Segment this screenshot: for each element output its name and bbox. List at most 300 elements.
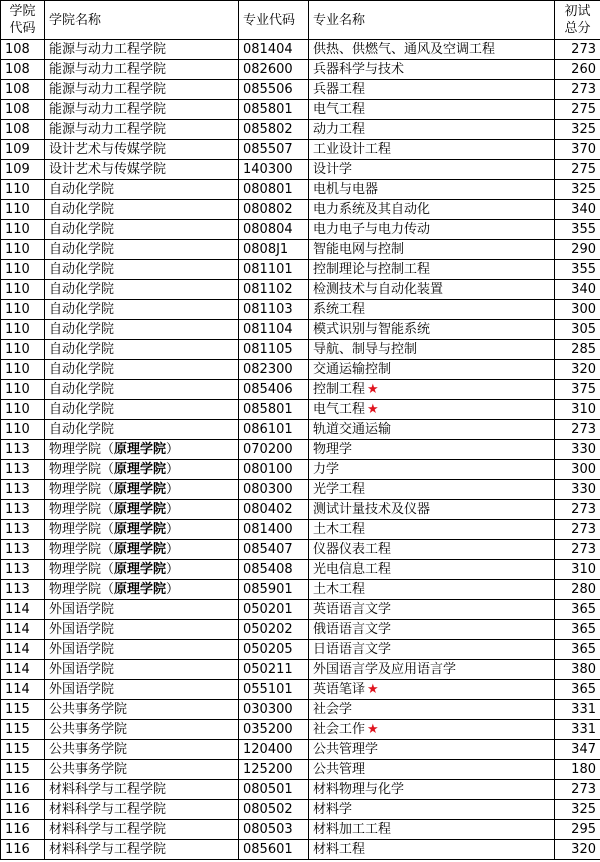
table-row (1, 700, 600, 720)
major-name-text: 仪器仪表工程 (313, 542, 392, 557)
college-name-text: 公共事务学院 (49, 702, 128, 717)
major-code-cell: 080801 (239, 180, 309, 200)
red-star-icon: ★ (367, 402, 379, 417)
table-row (1, 440, 600, 460)
college-name-bold-text: 原理学院 (114, 542, 167, 557)
college-name-cell (45, 480, 239, 500)
major-name-cell (309, 720, 555, 740)
score-cell: 273 (555, 540, 600, 560)
major-name-text: 模式识别与智能系统 (313, 322, 431, 337)
college-name-cell (45, 640, 239, 660)
score-cell: 325 (555, 120, 600, 140)
score-cell: 275 (555, 100, 600, 120)
score-cell: 273 (555, 500, 600, 520)
college-code-cell: 110 (1, 300, 45, 320)
table-row (1, 580, 600, 600)
score-cell: 273 (555, 520, 600, 540)
major-code-cell: 080501 (239, 780, 309, 800)
score-cell: 273 (555, 780, 600, 800)
college-name-cell (45, 300, 239, 320)
college-name-cell (45, 220, 239, 240)
score-cell: 365 (555, 640, 600, 660)
college-code-cell: 114 (1, 600, 45, 620)
college-name-end-text: ） (166, 442, 180, 457)
college-code-cell: 110 (1, 280, 45, 300)
major-code-cell: 085801 (239, 100, 309, 120)
table-row (1, 240, 600, 260)
major-name-text: 工业设计工程 (313, 142, 392, 157)
major-name-text: 材料加工工程 (313, 822, 392, 837)
table-row (1, 600, 600, 620)
table-row (1, 200, 600, 220)
major-name-cell (309, 140, 555, 160)
college-name-cell (45, 240, 239, 260)
college-name-cell (45, 140, 239, 160)
score-cell: 320 (555, 840, 600, 860)
major-code-cell: 081101 (239, 260, 309, 280)
major-code-cell: 081104 (239, 320, 309, 340)
table-row (1, 340, 600, 360)
major-name-text: 土木工程 (313, 582, 366, 597)
major-name-cell (309, 80, 555, 100)
college-name-text: 设计艺术与传媒学院 (49, 142, 167, 157)
table-row (1, 560, 600, 580)
college-name-end-text: ） (166, 522, 180, 537)
major-name-cell (309, 420, 555, 440)
college-name-text: 外国语学院 (49, 602, 115, 617)
major-name-text: 日语语言文学 (313, 642, 392, 657)
table-header-row (1, 1, 600, 40)
major-name-cell (309, 660, 555, 680)
score-cell: 300 (555, 460, 600, 480)
major-name-cell (309, 200, 555, 220)
major-code-cell: 082300 (239, 360, 309, 380)
major-code-cell: 080503 (239, 820, 309, 840)
table-row (1, 120, 600, 140)
college-name-text: 自动化学院 (49, 422, 115, 437)
college-name-text: 自动化学院 (49, 282, 115, 297)
major-name-cell (309, 580, 555, 600)
major-name-text: 电气工程 (313, 102, 366, 117)
college-name-text: 物理学院（ (49, 462, 115, 477)
score-cell: 273 (555, 80, 600, 100)
college-code-cell: 113 (1, 480, 45, 500)
major-name-text: 导航、制导与控制 (313, 342, 418, 357)
major-name-text: 物理学 (313, 442, 353, 457)
college-code-cell: 113 (1, 520, 45, 540)
college-code-cell: 116 (1, 840, 45, 860)
college-code-cell: 113 (1, 460, 45, 480)
score-cell: 310 (555, 560, 600, 580)
major-name-cell (309, 620, 555, 640)
college-name-text: 自动化学院 (49, 222, 115, 237)
college-code-cell: 108 (1, 40, 45, 60)
college-code-cell: 113 (1, 500, 45, 520)
college-name-cell (45, 500, 239, 520)
score-cell: 260 (555, 60, 600, 80)
college-code-cell: 113 (1, 560, 45, 580)
college-name-bold-text: 原理学院 (114, 442, 167, 457)
college-name-cell (45, 460, 239, 480)
red-star-icon: ★ (367, 382, 379, 397)
major-name-cell (309, 180, 555, 200)
score-cell: 365 (555, 680, 600, 700)
college-code-cell: 114 (1, 680, 45, 700)
major-name-text: 测试计量技术及仪器 (313, 502, 431, 517)
college-code-cell: 115 (1, 700, 45, 720)
major-name-cell (309, 340, 555, 360)
college-name-cell (45, 580, 239, 600)
college-name-cell (45, 280, 239, 300)
table-row (1, 280, 600, 300)
major-code-cell: 0808J1 (239, 240, 309, 260)
major-name-cell (309, 260, 555, 280)
college-name-text: 物理学院（ (49, 522, 115, 537)
college-code-cell: 110 (1, 220, 45, 240)
major-name-cell (309, 640, 555, 660)
college-name-cell (45, 680, 239, 700)
score-cell: 285 (555, 340, 600, 360)
college-name-cell (45, 400, 239, 420)
major-code-cell: 050202 (239, 620, 309, 640)
score-cell: 273 (555, 40, 600, 60)
major-code-cell: 050205 (239, 640, 309, 660)
college-code-cell: 116 (1, 780, 45, 800)
college-code-cell: 108 (1, 100, 45, 120)
major-name-text: 电力系统及其自动化 (313, 202, 431, 217)
major-name-text: 社会学 (313, 702, 353, 717)
table-row (1, 720, 600, 740)
major-name-text: 光学工程 (313, 482, 366, 497)
major-code-cell: 080402 (239, 500, 309, 520)
major-code-cell: 070200 (239, 440, 309, 460)
score-cell: 365 (555, 620, 600, 640)
college-name-text: 能源与动力工程学院 (49, 42, 167, 57)
college-name-bold-text: 原理学院 (114, 482, 167, 497)
college-code-cell: 115 (1, 740, 45, 760)
major-name-cell (309, 560, 555, 580)
header-college-code: 学院代码 (1, 1, 45, 40)
header-major-name: 专业名称 (309, 1, 555, 40)
college-name-cell (45, 260, 239, 280)
major-name-cell (309, 240, 555, 260)
college-name-text: 物理学院（ (49, 482, 115, 497)
college-code-cell: 108 (1, 120, 45, 140)
major-name-text: 智能电网与控制 (313, 242, 405, 257)
major-name-text: 英语语言文学 (313, 602, 392, 617)
table-row (1, 820, 600, 840)
header-score: 初试总分 (555, 1, 600, 40)
college-name-text: 物理学院（ (49, 562, 115, 577)
college-name-cell (45, 760, 239, 780)
score-cell: 375 (555, 380, 600, 400)
college-name-cell (45, 700, 239, 720)
college-name-text: 物理学院（ (49, 542, 115, 557)
table-row (1, 640, 600, 660)
major-name-cell (309, 280, 555, 300)
college-name-cell (45, 380, 239, 400)
table-row (1, 520, 600, 540)
major-name-text: 土木工程 (313, 522, 366, 537)
major-code-cell: 050211 (239, 660, 309, 680)
major-code-cell: 050201 (239, 600, 309, 620)
score-cell: 290 (555, 240, 600, 260)
college-name-cell (45, 720, 239, 740)
college-name-cell (45, 560, 239, 580)
college-name-bold-text: 原理学院 (114, 522, 167, 537)
college-name-end-text: ） (166, 502, 180, 517)
major-code-cell: 080300 (239, 480, 309, 500)
major-name-text: 检测技术与自动化装置 (313, 282, 444, 297)
major-name-cell (309, 360, 555, 380)
college-code-cell: 110 (1, 400, 45, 420)
college-name-end-text: ） (166, 462, 180, 477)
major-name-text: 兵器科学与技术 (313, 62, 405, 77)
major-name-cell (309, 700, 555, 720)
major-name-cell (309, 780, 555, 800)
college-name-cell (45, 360, 239, 380)
major-name-text: 材料工程 (313, 842, 366, 857)
major-code-cell: 035200 (239, 720, 309, 740)
college-name-text: 物理学院（ (49, 442, 115, 457)
major-code-cell: 081102 (239, 280, 309, 300)
major-name-text: 交通运输控制 (313, 362, 392, 377)
college-name-cell (45, 420, 239, 440)
college-name-text: 物理学院（ (49, 502, 115, 517)
college-name-cell (45, 620, 239, 640)
score-cell: 365 (555, 600, 600, 620)
major-name-cell (309, 60, 555, 80)
college-name-text: 自动化学院 (49, 242, 115, 257)
major-code-cell: 081105 (239, 340, 309, 360)
major-code-cell: 085406 (239, 380, 309, 400)
college-code-cell: 110 (1, 200, 45, 220)
major-name-cell (309, 220, 555, 240)
college-name-end-text: ） (166, 582, 180, 597)
score-cell: 331 (555, 700, 600, 720)
college-name-text: 自动化学院 (49, 262, 115, 277)
college-code-cell: 108 (1, 60, 45, 80)
major-name-text: 公共管理学 (313, 742, 379, 757)
college-name-text: 公共事务学院 (49, 742, 128, 757)
college-code-cell: 113 (1, 540, 45, 560)
college-code-cell: 113 (1, 440, 45, 460)
table-row (1, 380, 600, 400)
college-name-text: 材料科学与工程学院 (49, 842, 167, 857)
college-name-cell (45, 660, 239, 680)
score-cell: 370 (555, 140, 600, 160)
college-code-cell: 110 (1, 420, 45, 440)
score-cell: 320 (555, 360, 600, 380)
college-name-bold-text: 原理学院 (114, 502, 167, 517)
major-name-cell (309, 400, 555, 420)
college-name-cell (45, 740, 239, 760)
college-name-text: 能源与动力工程学院 (49, 82, 167, 97)
college-name-text: 自动化学院 (49, 202, 115, 217)
major-name-text: 光电信息工程 (313, 562, 392, 577)
score-cell: 340 (555, 280, 600, 300)
score-cell: 180 (555, 760, 600, 780)
college-code-cell: 109 (1, 140, 45, 160)
major-code-cell: 085801 (239, 400, 309, 420)
score-cell: 380 (555, 660, 600, 680)
score-cell: 340 (555, 200, 600, 220)
college-name-cell (45, 600, 239, 620)
college-name-cell (45, 540, 239, 560)
major-name-text: 材料学 (313, 802, 353, 817)
major-name-text: 轨道交通运输 (313, 422, 392, 437)
college-name-cell (45, 440, 239, 460)
score-cell: 325 (555, 800, 600, 820)
college-name-bold-text: 原理学院 (114, 582, 167, 597)
major-name-text: 力学 (313, 462, 340, 477)
college-name-text: 外国语学院 (49, 622, 115, 637)
table-row (1, 760, 600, 780)
college-code-cell: 115 (1, 720, 45, 740)
college-name-text: 自动化学院 (49, 342, 115, 357)
major-code-cell: 081404 (239, 40, 309, 60)
table-row (1, 540, 600, 560)
college-name-text: 能源与动力工程学院 (49, 102, 167, 117)
table-row (1, 460, 600, 480)
major-code-cell: 055101 (239, 680, 309, 700)
college-name-cell (45, 180, 239, 200)
major-name-text: 兵器工程 (313, 82, 366, 97)
table-row (1, 740, 600, 760)
major-name-cell (309, 820, 555, 840)
table-row (1, 620, 600, 640)
college-code-cell: 116 (1, 820, 45, 840)
table-body (1, 40, 600, 860)
college-name-text: 外国语学院 (49, 682, 115, 697)
college-name-cell (45, 80, 239, 100)
major-code-cell: 080100 (239, 460, 309, 480)
major-name-cell (309, 800, 555, 820)
major-name-cell (309, 460, 555, 480)
major-code-cell: 085901 (239, 580, 309, 600)
red-star-icon: ★ (367, 682, 379, 697)
college-name-bold-text: 原理学院 (114, 562, 167, 577)
college-code-cell: 110 (1, 380, 45, 400)
major-name-text: 电机与电器 (313, 182, 379, 197)
college-code-cell: 110 (1, 360, 45, 380)
college-name-end-text: ） (166, 482, 180, 497)
score-cell: 347 (555, 740, 600, 760)
major-name-cell (309, 480, 555, 500)
college-name-cell (45, 120, 239, 140)
major-name-text: 材料物理与化学 (313, 782, 405, 797)
score-cell: 355 (555, 260, 600, 280)
major-name-cell (309, 520, 555, 540)
score-cell: 275 (555, 160, 600, 180)
header-college-name: 学院名称 (45, 1, 239, 40)
major-name-text: 外国语言学及应用语言学 (313, 662, 457, 677)
college-code-cell: 115 (1, 760, 45, 780)
major-name-cell (309, 500, 555, 520)
college-code-cell: 114 (1, 660, 45, 680)
major-name-text: 设计学 (313, 162, 353, 177)
college-code-cell: 114 (1, 620, 45, 640)
table-row (1, 140, 600, 160)
table-row (1, 260, 600, 280)
college-name-cell (45, 780, 239, 800)
college-name-text: 自动化学院 (49, 182, 115, 197)
major-name-cell (309, 840, 555, 860)
college-name-text: 材料科学与工程学院 (49, 822, 167, 837)
major-code-cell: 080804 (239, 220, 309, 240)
college-name-text: 能源与动力工程学院 (49, 62, 167, 77)
major-name-text: 电力电子与电力传动 (313, 222, 431, 237)
major-code-cell: 081103 (239, 300, 309, 320)
major-code-cell: 125200 (239, 760, 309, 780)
score-cell: 295 (555, 820, 600, 840)
major-code-cell: 086101 (239, 420, 309, 440)
table-row (1, 660, 600, 680)
score-cell: 355 (555, 220, 600, 240)
college-name-text: 自动化学院 (49, 322, 115, 337)
major-code-cell: 080802 (239, 200, 309, 220)
college-name-text: 设计艺术与传媒学院 (49, 162, 167, 177)
major-name-cell (309, 440, 555, 460)
college-name-cell (45, 820, 239, 840)
major-name-cell (309, 380, 555, 400)
major-name-text: 供热、供燃气、通风及空调工程 (313, 42, 496, 57)
major-code-cell: 081400 (239, 520, 309, 540)
college-name-cell (45, 520, 239, 540)
college-name-end-text: ） (166, 542, 180, 557)
major-code-cell: 085802 (239, 120, 309, 140)
major-code-cell: 085407 (239, 540, 309, 560)
college-name-cell (45, 800, 239, 820)
score-cell: 273 (555, 420, 600, 440)
major-code-cell: 082600 (239, 60, 309, 80)
college-code-cell: 109 (1, 160, 45, 180)
table-row (1, 400, 600, 420)
major-code-cell: 085506 (239, 80, 309, 100)
table-row (1, 420, 600, 440)
major-name-text: 控制理论与控制工程 (313, 262, 431, 277)
college-name-cell (45, 160, 239, 180)
college-name-text: 材料科学与工程学院 (49, 782, 167, 797)
college-name-text: 自动化学院 (49, 382, 115, 397)
major-code-cell: 085601 (239, 840, 309, 860)
table-row (1, 160, 600, 180)
major-name-cell (309, 100, 555, 120)
table-row (1, 840, 600, 860)
college-name-end-text: ） (166, 562, 180, 577)
table-row (1, 220, 600, 240)
table-row (1, 480, 600, 500)
college-name-cell (45, 320, 239, 340)
score-cell: 305 (555, 320, 600, 340)
major-name-text: 控制工程 (313, 382, 366, 397)
college-name-cell (45, 200, 239, 220)
college-code-cell: 108 (1, 80, 45, 100)
major-name-cell (309, 120, 555, 140)
major-name-text: 英语笔译 (313, 682, 366, 697)
score-cell: 325 (555, 180, 600, 200)
college-name-bold-text: 原理学院 (114, 462, 167, 477)
score-cell: 330 (555, 440, 600, 460)
college-code-cell: 110 (1, 320, 45, 340)
table-row (1, 100, 600, 120)
major-code-cell: 120400 (239, 740, 309, 760)
college-name-cell (45, 100, 239, 120)
major-name-cell (309, 760, 555, 780)
major-name-cell (309, 680, 555, 700)
major-name-cell (309, 600, 555, 620)
score-cell: 330 (555, 480, 600, 500)
